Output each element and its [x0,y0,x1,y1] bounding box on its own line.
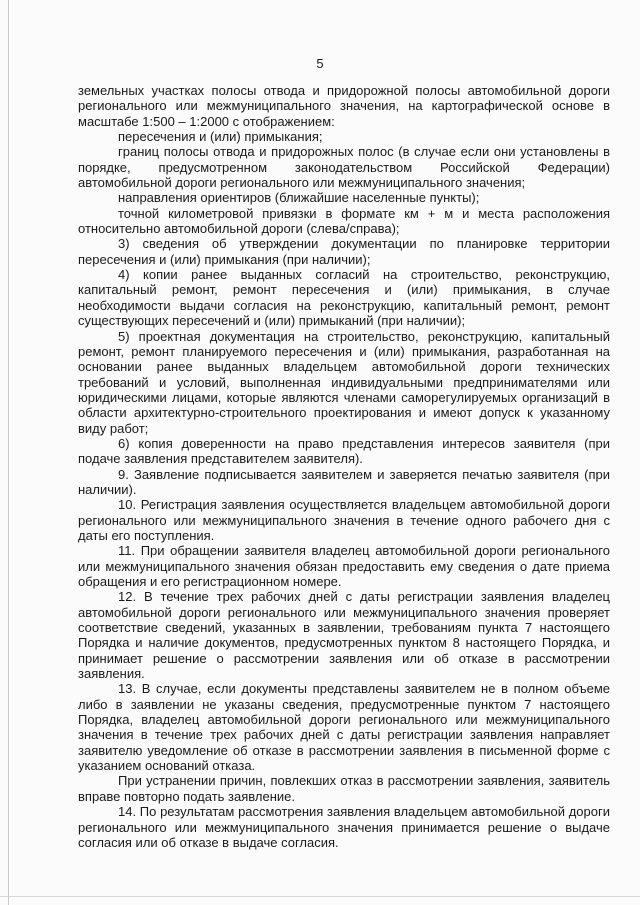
paragraph: 6) копия доверенности на право представления интересов заявителя (при подаче заявления представителем заявителя). [78,435,610,467]
paragraph: 5) проектная документация на строительство, реконструкцию, капитальный ремонт, ремонт планируемого пересечения и (или) примыкания, разработанная на основании ранее выданных владельцем автомобильной дороги технических требований и условий, выполненная индивидуальными предпринимателями или юридическими лицами, которые являются членами саморегулируемых организаций в области архитектурно-строительного проектирования и имеют допуск к указанному виду работ; [78,328,610,436]
paragraph: точной километровой привязки в формате км + м и места расположения относительно автомобильной дороги (слева/справа); [78,205,610,237]
paragraph: 12. В течение трех рабочих дней с даты регистрации заявления владелец автомобильной дороги регионального или межмуниципального значения проверяет соответствие сведений, указанных в заявлении, требованиям пункта 7 настоящего Порядка и наличие документов, предусмотренных пунктом 8 настоящего Порядка, и принимает решение о рассмотрении заявления или об отказе в рассмотрении заявления. [78,589,610,682]
paragraph: направления ориентиров (ближайшие населенные пункты); [118,190,480,206]
paragraph: 4) копии ранее выданных согласий на строительство, реконструкцию, капитальный ремонт, ремонт пересечения и (или) примыкания, в случае необходимости выдачи согласия на реконструкцию, капитальный ремонт, ремонт существующих пересечений и (или) примыканий (при наличии); [78,267,610,329]
paragraph: 13. В случае, если документы представлены заявителем не в полном объеме либо в заявлении не указаны сведения, предусмотренные пунктом 7 настоящего Порядка, владелец автомобильной дороги регионального или межмуниципального значения в течение трех рабочих дней с даты регистрации заявления направляет заявителю уведомление об отказе в рассмотрении заявления в письменной форме с указанием оснований отказа. [78,681,610,774]
paragraph: 14. По результатам рассмотрения заявления владельцем автомобильной дороги регионального или межмуниципального значения принимается решение о выдаче согласия или об отказе в выдаче согласия. [78,804,610,850]
page-number: 5 [316,56,324,71]
page-edge [8,0,9,905]
scan-edge [0,896,640,897]
paragraph: 3) сведения об утверждении документации по планировке территории пересечения и (или) примыкания (при наличии); [78,236,610,267]
paragraph: 10. Регистрация заявления осуществляется владельцем автомобильной дороги регионального или межмуниципального значения в течение одного рабочего дня с даты его поступления. [78,497,610,543]
paragraph: 11. При обращении заявителя владелец автомобильной дороги регионального или межмуниципального значения обязан предоставить ему сведения о дате приема обращения и его регистрационном номере. [78,543,610,589]
document-body [78,83,610,850]
paragraph: 9. Заявление подписывается заявителем и заверяется печатью заявителя (при наличии). [78,466,610,497]
paragraph: земельных участках полосы отвода и придорожной полосы автомобильной дороги регионального или межмуниципального значения, на картографической основе в масштабе 1:500 – 1:2000 с отображением: [78,83,610,129]
paragraph: При устранении причин, повлекших отказ в рассмотрении заявления, заявитель вправе повторно подать заявление. [78,773,610,804]
paragraph: границ полосы отвода и придорожных полос (в случае если они установлены в порядке, предусмотренном законодательством Российской Федерации) автомобильной дороги регионального или межмуниципального значения; [78,144,610,191]
paragraph: пересечения и (или) примыкания; [118,129,323,145]
